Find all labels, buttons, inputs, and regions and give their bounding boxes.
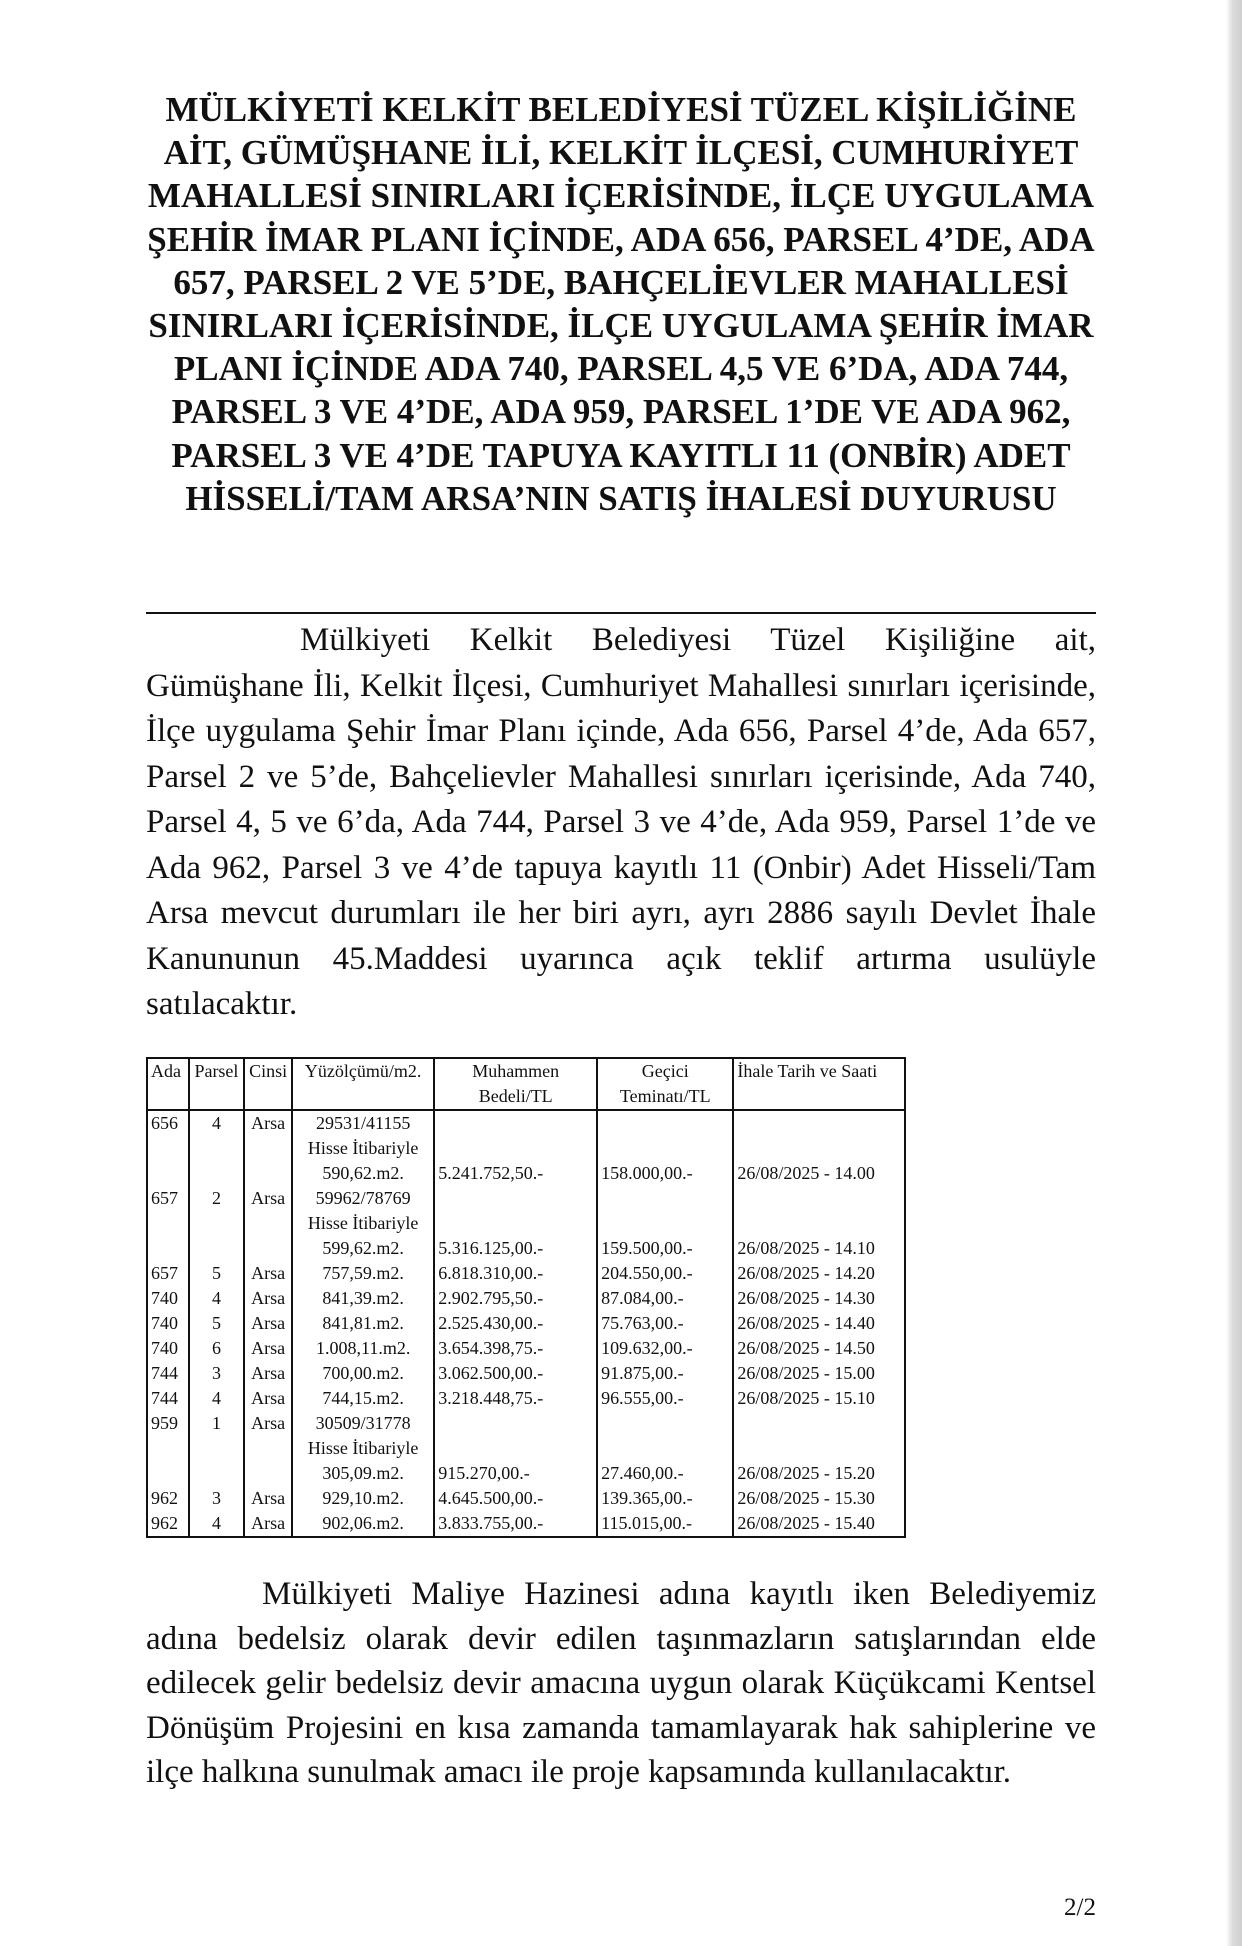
table-body bbox=[147, 1110, 905, 1537]
cell-gecici: 87.084,00.- bbox=[597, 1286, 733, 1311]
table-row bbox=[147, 1236, 905, 1261]
table-row bbox=[147, 1411, 905, 1436]
cell-cinsi: Arsa bbox=[244, 1411, 292, 1436]
cell-cinsi: Arsa bbox=[244, 1311, 292, 1336]
cell-gecici: 96.555,00.- bbox=[597, 1386, 733, 1411]
cell-yuzolcumu: 841,39.m2. bbox=[292, 1286, 434, 1311]
cell-ihale bbox=[733, 1211, 905, 1236]
cell-ada: 959 bbox=[147, 1411, 189, 1436]
cell-ihale bbox=[733, 1411, 905, 1436]
cell-parsel: 1 bbox=[189, 1411, 245, 1436]
cell-yuzolcumu: Hisse İtibariyle bbox=[292, 1436, 434, 1461]
cell-muhammen bbox=[434, 1110, 597, 1136]
cell-gecici: 159.500,00.- bbox=[597, 1236, 733, 1261]
cell-ihale: 26/08/2025 - 15.20 bbox=[733, 1461, 905, 1486]
cell-ada: 744 bbox=[147, 1386, 189, 1411]
cell-muhammen: 3.218.448,75.- bbox=[434, 1386, 597, 1411]
cell-ada bbox=[147, 1136, 189, 1161]
table-row bbox=[147, 1386, 905, 1411]
header-ada: Ada bbox=[147, 1058, 189, 1110]
cell-yuzolcumu: 29531/41155 bbox=[292, 1110, 434, 1136]
cell-parsel: 3 bbox=[189, 1486, 245, 1511]
cell-cinsi bbox=[244, 1211, 292, 1236]
cell-cinsi: Arsa bbox=[244, 1261, 292, 1286]
cell-cinsi bbox=[244, 1136, 292, 1161]
header-muhammen bbox=[434, 1058, 597, 1110]
cell-ihale: 26/08/2025 - 14.30 bbox=[733, 1286, 905, 1311]
cell-gecici: 109.632,00.- bbox=[597, 1336, 733, 1361]
cell-yuzolcumu: 1.008,11.m2. bbox=[292, 1336, 434, 1361]
table-row bbox=[147, 1486, 905, 1511]
header-cinsi: Cinsi bbox=[244, 1058, 292, 1110]
cell-yuzolcumu: 744,15.m2. bbox=[292, 1386, 434, 1411]
auction-table bbox=[146, 1057, 906, 1538]
table-row bbox=[147, 1436, 905, 1461]
cell-gecici bbox=[597, 1211, 733, 1236]
cell-gecici: 158.000,00.- bbox=[597, 1161, 733, 1186]
table-row bbox=[147, 1110, 905, 1136]
cell-cinsi bbox=[244, 1436, 292, 1461]
cell-yuzolcumu: 700,00.m2. bbox=[292, 1361, 434, 1386]
cell-muhammen bbox=[434, 1211, 597, 1236]
cell-ihale bbox=[733, 1186, 905, 1211]
cell-cinsi bbox=[244, 1161, 292, 1186]
cell-muhammen: 915.270,00.- bbox=[434, 1461, 597, 1486]
cell-ada: 740 bbox=[147, 1286, 189, 1311]
cell-muhammen bbox=[434, 1436, 597, 1461]
cell-ihale bbox=[733, 1110, 905, 1136]
cell-ihale: 26/08/2025 - 14.10 bbox=[733, 1236, 905, 1261]
cell-yuzolcumu: 30509/31778 bbox=[292, 1411, 434, 1436]
cell-parsel: 4 bbox=[189, 1386, 245, 1411]
header-gecici bbox=[597, 1058, 733, 1110]
table-row bbox=[147, 1461, 905, 1486]
cell-parsel: 6 bbox=[189, 1336, 245, 1361]
cell-ihale bbox=[733, 1136, 905, 1161]
title-divider bbox=[146, 612, 1096, 614]
table-row bbox=[147, 1286, 905, 1311]
cell-cinsi: Arsa bbox=[244, 1511, 292, 1537]
cell-parsel: 5 bbox=[189, 1311, 245, 1336]
intro-paragraph: Mülkiyeti Kelkit Belediyesi Tüzel Kişiliğine ait, Gümüşhane İli, Kelkit İlçesi, Cumhuriyet Mahallesi sınırları içerisinde, İlçe uygulama Şehir İmar Planı içinde, Ada 656, Parsel 4’de, Ada 657, Parsel 2 ve 5’de, Bahçelievler Mahallesi sınırları içerisinde, Ada 740, Parsel 4, 5 ve 6’da, Ada 744, Parsel 3 ve 4’de, Ada 959, Parsel 1’de ve Ada 962, Parsel 3 ve 4’de tapuya kayıtlı 11 (Onbir) Adet Hisseli/Tam Arsa mevcut durumları ile her biri ayrı, ayrı 2886 sayılı Devlet İhale Kanununun 45.Maddesi uyarınca açık teklif artırma usulüyle satılacaktır. bbox=[146, 622, 1096, 1022]
cell-cinsi: Arsa bbox=[244, 1386, 292, 1411]
cell-muhammen bbox=[434, 1186, 597, 1211]
cell-gecici bbox=[597, 1110, 733, 1136]
cell-ada bbox=[147, 1436, 189, 1461]
cell-ada bbox=[147, 1211, 189, 1236]
cell-muhammen: 2.525.430,00.- bbox=[434, 1311, 597, 1336]
cell-ada bbox=[147, 1236, 189, 1261]
cell-parsel: 4 bbox=[189, 1286, 245, 1311]
header-yuzolcumu: Yüzölçümü/m2. bbox=[292, 1058, 434, 1110]
cell-muhammen: 3.062.500,00.- bbox=[434, 1361, 597, 1386]
cell-ihale: 26/08/2025 - 14.00 bbox=[733, 1161, 905, 1186]
cell-ihale: 26/08/2025 - 15.10 bbox=[733, 1386, 905, 1411]
cell-ada bbox=[147, 1161, 189, 1186]
cell-cinsi: Arsa bbox=[244, 1361, 292, 1386]
cell-yuzolcumu: 599,62.m2. bbox=[292, 1236, 434, 1261]
cell-muhammen: 3.654.398,75.- bbox=[434, 1336, 597, 1361]
cell-parsel: 5 bbox=[189, 1261, 245, 1286]
cell-cinsi bbox=[244, 1236, 292, 1261]
header-parsel: Parsel bbox=[189, 1058, 245, 1110]
cell-parsel: 4 bbox=[189, 1511, 245, 1537]
cell-ada: 656 bbox=[147, 1110, 189, 1136]
cell-yuzolcumu: 902,06.m2. bbox=[292, 1511, 434, 1537]
cell-parsel: 4 bbox=[189, 1110, 245, 1136]
header-muhammen-line1: Muhammen bbox=[472, 1061, 560, 1081]
cell-parsel bbox=[189, 1461, 245, 1486]
cell-muhammen: 3.833.755,00.- bbox=[434, 1511, 597, 1537]
cell-yuzolcumu: 305,09.m2. bbox=[292, 1461, 434, 1486]
cell-muhammen: 5.241.752,50.- bbox=[434, 1161, 597, 1186]
table-row bbox=[147, 1136, 905, 1161]
cell-yuzolcumu: 59962/78769 bbox=[292, 1186, 434, 1211]
cell-gecici: 115.015,00.- bbox=[597, 1511, 733, 1537]
page-number: 2/2 bbox=[1064, 1894, 1096, 1921]
cell-ada: 657 bbox=[147, 1261, 189, 1286]
cell-ada: 962 bbox=[147, 1511, 189, 1537]
table-row bbox=[147, 1511, 905, 1537]
cell-parsel bbox=[189, 1161, 245, 1186]
cell-ihale: 26/08/2025 - 14.40 bbox=[733, 1311, 905, 1336]
cell-gecici bbox=[597, 1411, 733, 1436]
cell-cinsi: Arsa bbox=[244, 1186, 292, 1211]
cell-ihale: 26/08/2025 - 14.20 bbox=[733, 1261, 905, 1286]
header-gecici-line2: Teminatı/TL bbox=[619, 1086, 711, 1106]
cell-gecici bbox=[597, 1186, 733, 1211]
table-row bbox=[147, 1261, 905, 1286]
cell-gecici bbox=[597, 1136, 733, 1161]
cell-ada: 962 bbox=[147, 1486, 189, 1511]
cell-cinsi: Arsa bbox=[244, 1336, 292, 1361]
table-row bbox=[147, 1186, 905, 1211]
cell-gecici: 75.763,00.- bbox=[597, 1311, 733, 1336]
cell-yuzolcumu: 757,59.m2. bbox=[292, 1261, 434, 1286]
cell-muhammen: 5.316.125,00.- bbox=[434, 1236, 597, 1261]
cell-yuzolcumu: Hisse İtibariyle bbox=[292, 1136, 434, 1161]
cell-muhammen bbox=[434, 1136, 597, 1161]
cell-ada: 657 bbox=[147, 1186, 189, 1211]
cell-muhammen: 6.818.310,00.- bbox=[434, 1261, 597, 1286]
cell-yuzolcumu: Hisse İtibariyle bbox=[292, 1211, 434, 1236]
cell-parsel bbox=[189, 1436, 245, 1461]
cell-yuzolcumu: 929,10.m2. bbox=[292, 1486, 434, 1511]
cell-ada: 740 bbox=[147, 1336, 189, 1361]
cell-ada: 744 bbox=[147, 1361, 189, 1386]
header-muhammen-line2: Bedeli/TL bbox=[478, 1086, 553, 1106]
cell-ihale: 26/08/2025 - 15.40 bbox=[733, 1511, 905, 1537]
table-row bbox=[147, 1336, 905, 1361]
cell-ihale bbox=[733, 1436, 905, 1461]
table-row bbox=[147, 1311, 905, 1336]
cell-ihale: 26/08/2025 - 15.00 bbox=[733, 1361, 905, 1386]
cell-parsel bbox=[189, 1211, 245, 1236]
cell-muhammen: 2.902.795,50.- bbox=[434, 1286, 597, 1311]
cell-ihale: 26/08/2025 - 15.30 bbox=[733, 1486, 905, 1511]
table-header-row bbox=[147, 1058, 905, 1110]
document-title: MÜLKİYETİ KELKİT BELEDİYESİ TÜZEL KİŞİLİĞİNE AİT, GÜMÜŞHANE İLİ, KELKİT İLÇESİ, CUMHURİYET MAHALLESİ SINIRLARI İÇERİSİNDE, İLÇE UYGULAMA ŞEHİR İMAR PLANI İÇİNDE, ADA 656, PARSEL 4’DE, ADA 657, PARSEL 2 VE 5’DE, BAHÇELİEVLER MAHALLESİ SINIRLARI İÇERİSİNDE, İLÇE UYGULAMA ŞEHİR İMAR PLANI İÇİNDE ADA 740, PARSEL 4,5 VE 6’DA, ADA 744, PARSEL 3 VE 4’DE, ADA 959, PARSEL 1’DE VE ADA 962, PARSEL 3 VE 4’DE TAPUYA KAYITLI 11 (ONBİR) ADET HİSSELİ/TAM ARSA’NIN SATIŞ İHALESİ DUYURUSU bbox=[147, 90, 1095, 518]
cell-yuzolcumu: 841,81.m2. bbox=[292, 1311, 434, 1336]
cell-muhammen bbox=[434, 1411, 597, 1436]
cell-gecici: 204.550,00.- bbox=[597, 1261, 733, 1286]
cell-parsel bbox=[189, 1236, 245, 1261]
cell-cinsi: Arsa bbox=[244, 1286, 292, 1311]
cell-ada: 740 bbox=[147, 1311, 189, 1336]
cell-muhammen: 4.645.500,00.- bbox=[434, 1486, 597, 1511]
table-row bbox=[147, 1361, 905, 1386]
cell-yuzolcumu: 590,62.m2. bbox=[292, 1161, 434, 1186]
closing-paragraph: Mülkiyeti Maliye Hazinesi adına kayıtlı iken Belediyemiz adına bedelsiz olarak devir edilen taşınmazların satışlarından elde edilecek gelir bedelsiz devir amacına uygun olarak Küçükcami Kentsel Dönüşüm Projesini en kısa zamanda tamamlayarak hak sahiplerine ve ilçe halkına sunulmak amacı ile proje kapsamında kullanılacaktır. bbox=[146, 1576, 1096, 1790]
cell-cinsi: Arsa bbox=[244, 1110, 292, 1136]
cell-gecici: 139.365,00.- bbox=[597, 1486, 733, 1511]
cell-ihale: 26/08/2025 - 14.50 bbox=[733, 1336, 905, 1361]
header-ihale: İhale Tarih ve Saati bbox=[733, 1058, 905, 1110]
cell-parsel bbox=[189, 1136, 245, 1161]
header-gecici-line1: Geçici bbox=[641, 1061, 689, 1081]
cell-gecici bbox=[597, 1436, 733, 1461]
cell-parsel: 2 bbox=[189, 1186, 245, 1211]
cell-ada bbox=[147, 1461, 189, 1486]
cell-cinsi bbox=[244, 1461, 292, 1486]
cell-parsel: 3 bbox=[189, 1361, 245, 1386]
cell-gecici: 27.460,00.- bbox=[597, 1461, 733, 1486]
cell-gecici: 91.875,00.- bbox=[597, 1361, 733, 1386]
table-row bbox=[147, 1161, 905, 1186]
table-row bbox=[147, 1211, 905, 1236]
page-edge-shadow bbox=[1226, 0, 1242, 1946]
cell-cinsi: Arsa bbox=[244, 1486, 292, 1511]
